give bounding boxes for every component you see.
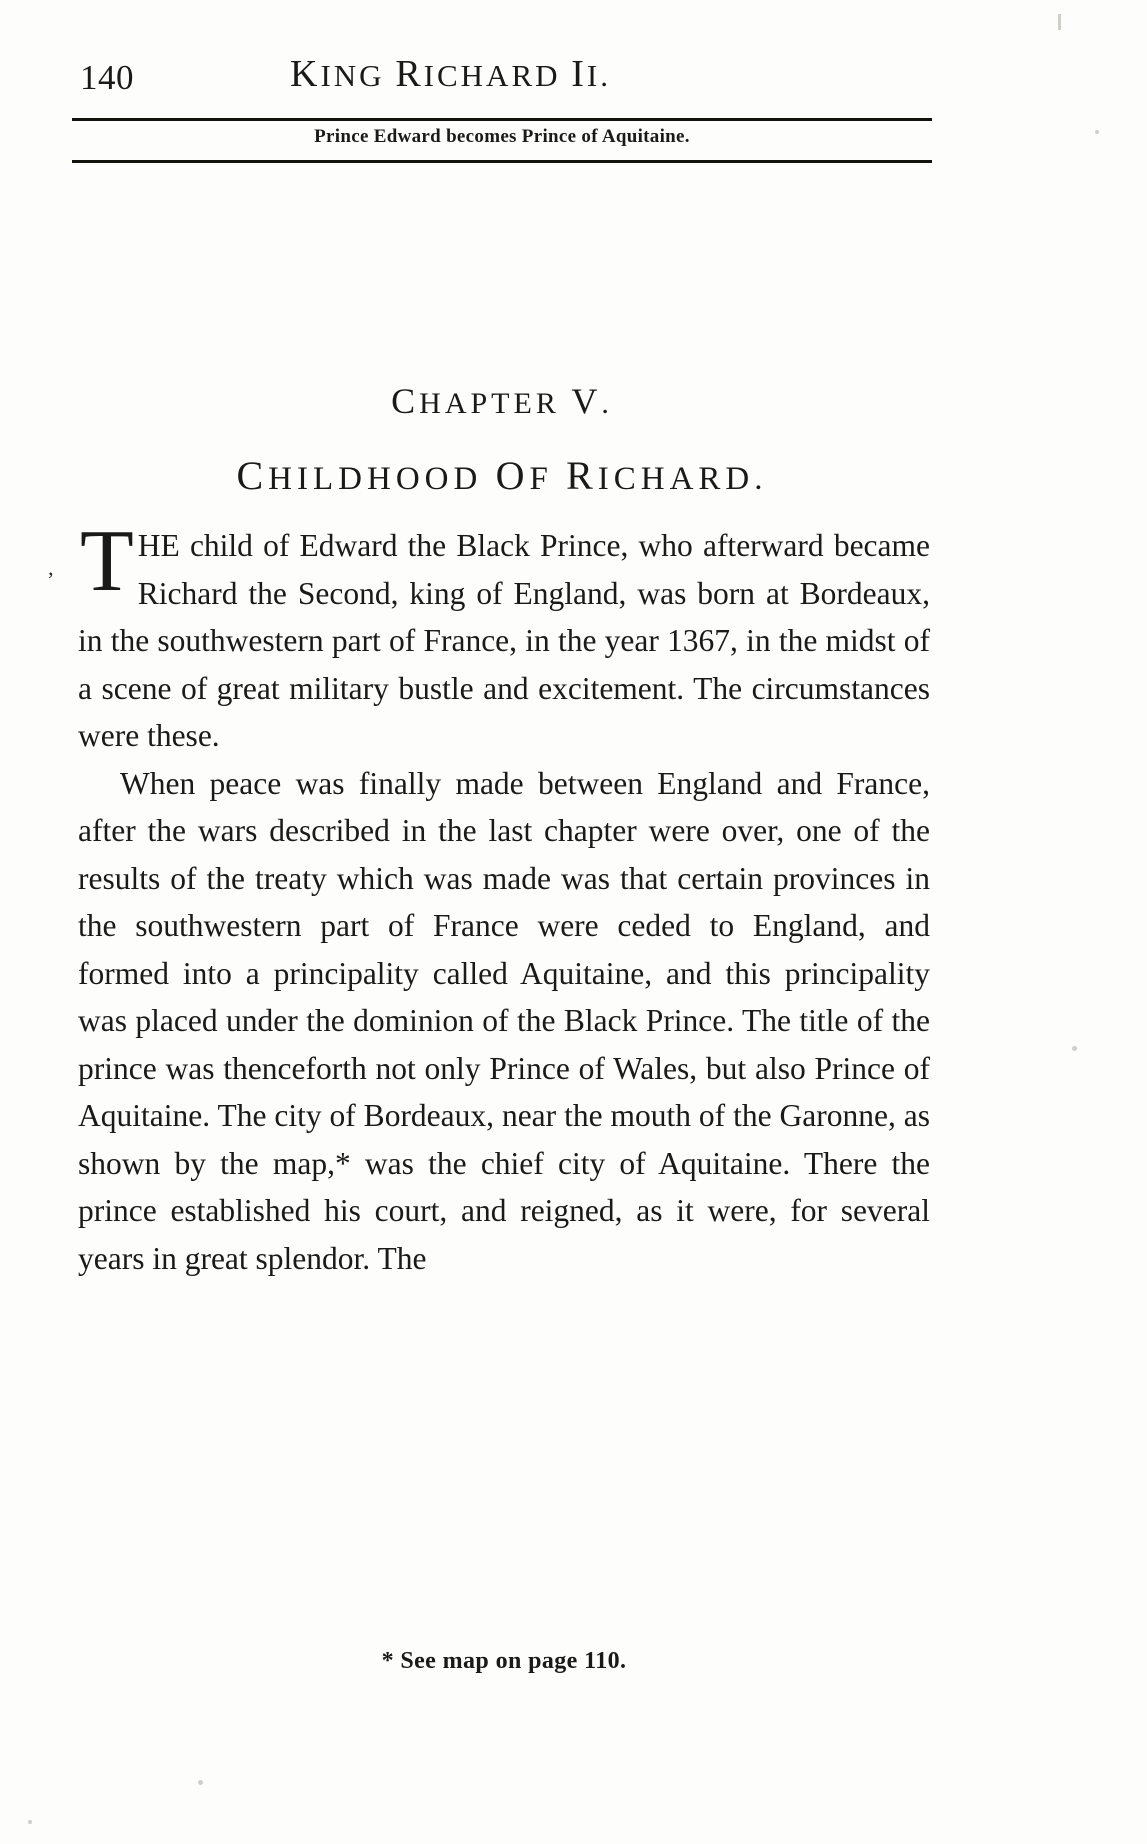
drop-cap: T xyxy=(80,513,134,610)
header-rule-top xyxy=(72,118,932,121)
page-speck-right-top xyxy=(1095,130,1099,134)
running-title: KING RICHARD II. xyxy=(290,53,611,95)
page-header xyxy=(80,52,940,106)
chapter-number: CHAPTER V. xyxy=(391,381,613,421)
paragraph-1 xyxy=(78,513,930,760)
paragraph-2: When peace was finally made between England and France, after the wars described in the last chapter were over, one of the results of the treaty which was made was that certain provinces in the southwestern part of France were ceded to England, and formed into a principality called Aquitaine, and this principality was placed under the dominion of the Black Prince. The title of the prince was thenceforth not only Prince of Wales, but also Prince of Aquitaine. The city of Bordeaux, near the mouth of the Garonne, as shown by the map,* was the chief city of Aquitaine. There the prince established his court, and reigned, as it were, for several years in great splendor. The xyxy=(78,765,930,1276)
page-speck-bottom xyxy=(198,1780,203,1785)
header-rule-bottom xyxy=(72,160,932,163)
page-speck-right-mid xyxy=(1072,1046,1077,1051)
chapter-title: CHILDHOOD OF RICHARD. xyxy=(236,453,768,498)
margin-tick-mark: ‚ xyxy=(47,555,55,580)
page-speck-bottom-left xyxy=(28,1820,32,1824)
paragraph-1-text: HE child of Edward the Black Prince, who afterward became Richard the Second, king of England, was born at Bordeaux, in the southwestern part of France, in the year 1367, in the midst of a scene of great military bustle and excitement. The circumstances were these. xyxy=(78,528,930,753)
page-edge-mark xyxy=(1058,14,1061,30)
sidenote-heading: Prince Edward becomes Prince of Aquitaine. xyxy=(314,126,690,147)
page-number: 140 xyxy=(80,58,134,97)
footnote: * See map on page 110. xyxy=(381,1648,627,1674)
body-text xyxy=(78,513,930,1282)
